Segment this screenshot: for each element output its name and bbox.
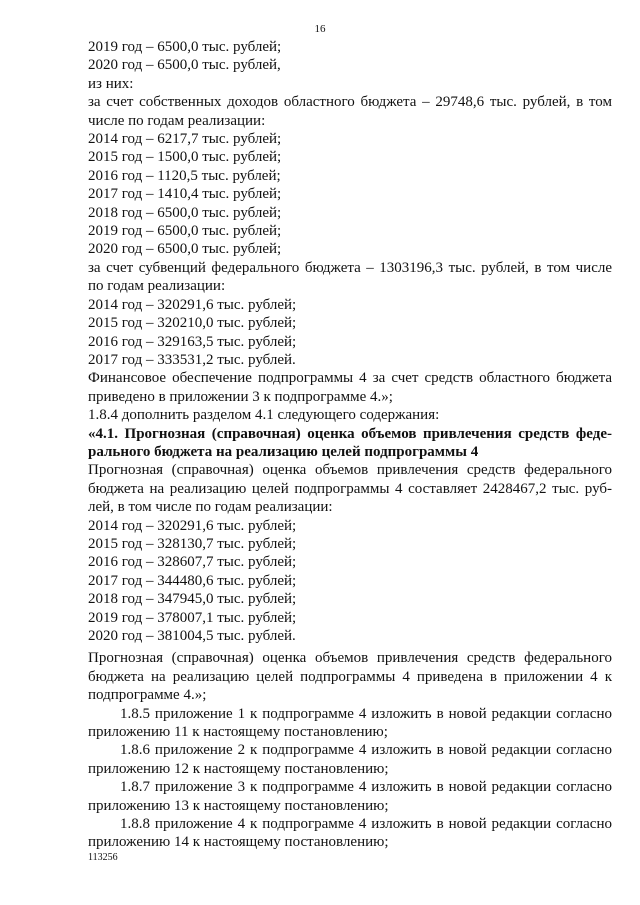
text-line: 2019 год – 6500,0 тыс. рублей; — [88, 223, 282, 240]
text-line: 2017 год – 1410,4 тыс. рублей; — [88, 186, 282, 203]
text-line: 1.8.5 приложение 1 к подпрограмме 4 изложить в новой редакции согласно — [120, 705, 612, 722]
text-line: 2019 год – 6500,0 тыс. рублей; — [88, 39, 282, 55]
text-line: 2020 год – 6500,0 тыс. рублей, — [88, 57, 281, 74]
document-code: 113256 — [88, 852, 118, 863]
text-line: 2019 год – 378007,1 тыс. рублей; — [88, 609, 297, 626]
text-line: 2020 год – 381004,5 тыс. рублей. — [88, 628, 296, 644]
text-line: 2018 год – 347945,0 тыс. рублей; — [88, 591, 297, 608]
text-line: 2016 год – 1120,5 тыс. рублей; — [88, 167, 281, 184]
text-line: приложению 14 к настоящему постановлению; — [88, 834, 389, 851]
text-line: 2018 год – 6500,0 тыс. рублей; — [88, 204, 282, 221]
page-number: 16 — [314, 23, 326, 35]
text-line: по годам реализации: — [88, 278, 226, 295]
text-line: 2017 год – 344480,6 тыс. рублей; — [88, 572, 297, 589]
text-line: 2014 год – 320291,6 тыс. рублей; — [88, 296, 297, 313]
text-line: 2015 год – 320210,0 тыс. рублей; — [88, 315, 297, 332]
text-line: приложению 11 к настоящему постановлению; — [88, 724, 388, 741]
text-line: 1.8.7 приложение 3 к подпрограмме 4 изложить в новой редакции согласно — [120, 779, 612, 796]
text-line: приведено в приложении 3 к подпрограмме 4.»; — [88, 388, 393, 405]
text-line: числе по годам реализации: — [88, 112, 266, 129]
text-line: 2014 год – 6217,7 тыс. рублей; — [88, 131, 282, 148]
text-line: 2016 год – 329163,5 тыс. рублей; — [88, 333, 297, 350]
text-line: приложению 12 к настоящему постановлению; — [88, 760, 389, 777]
text-line: за счет субвенций федерального бюджета – 1303196,3 тыс. рублей, в том числе — [88, 259, 612, 276]
text-line: 2020 год – 6500,0 тыс. рублей; — [88, 241, 282, 258]
text-line: 1.8.8 приложение 4 к подпрограмме 4 изложить в новой редакции согласно — [120, 816, 612, 833]
text-line: 2015 год – 328130,7 тыс. рублей; — [88, 535, 297, 552]
text-line: 2014 год – 320291,6 тыс. рублей; — [88, 517, 297, 534]
text-line: бюджета на реализацию целей подпрограммы 4 приведена в приложении 4 к — [88, 668, 612, 685]
text-line: 1.8.6 приложение 2 к подпрограмме 4 изложить в новой редакции согласно — [120, 742, 612, 759]
document-body — [88, 38, 612, 852]
text-line: 2016 год – 328607,7 тыс. рублей; — [88, 554, 297, 571]
text-line: 1.8.4 дополнить разделом 4.1 следующего содержания: — [88, 407, 440, 424]
text-line: 2015 год – 1500,0 тыс. рублей; — [88, 149, 282, 166]
section-heading: рального бюджета на реализацию целей подпрограммы 4 — [88, 443, 479, 460]
text-line: Финансовое обеспечение подпрограммы 4 за счет средств областного бюджета — [88, 370, 612, 387]
text-line: из них: — [88, 75, 134, 92]
text-line: 2017 год – 333531,2 тыс. рублей. — [88, 351, 296, 368]
text-line: за счет собственных доходов областного бюджета – 29748,6 тыс. рублей, в том — [88, 94, 612, 111]
section-heading: «4.1. Прогнозная (справочная) оценка объемов привлечения средств феде- — [88, 425, 612, 442]
text-line: лей, в том числе по годам реализации: — [88, 499, 333, 516]
text-line: Прогнозная (справочная) оценка объемов привлечения средств федерального — [88, 650, 612, 667]
text-line: приложению 13 к настоящему постановлению; — [88, 797, 389, 814]
text-line: подпрограмме 4.»; — [88, 687, 207, 704]
text-line: Прогнозная (справочная) оценка объемов привлечения средств федерального — [88, 462, 612, 479]
text-line: бюджета на реализацию целей подпрограммы 4 составляет 2428467,2 тыс. руб- — [88, 480, 612, 497]
